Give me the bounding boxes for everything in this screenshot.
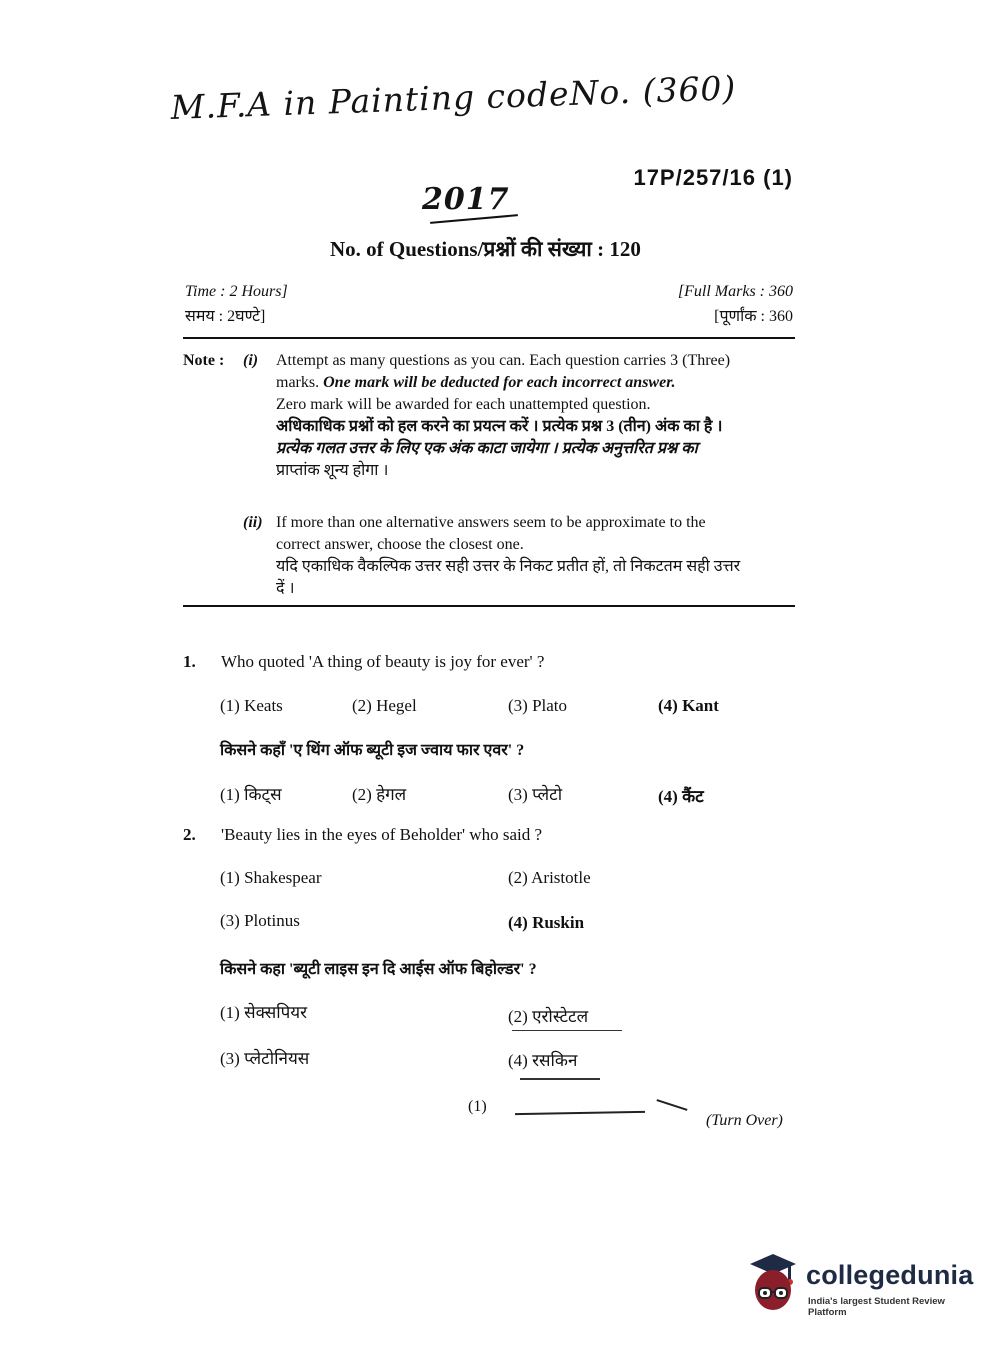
q1-text-hi: किसने कहाँ 'ए थिंग ऑफ ब्यूटी इज ज्वाय फार एवर' ? xyxy=(220,742,525,759)
question-number: 1. xyxy=(183,652,196,671)
q1-option-4-hi: (4) कैंट xyxy=(658,787,704,806)
q2-option-2-hi: (2) एरोस्टेटल xyxy=(508,1007,589,1026)
time-hi: समय : 2घण्टे] xyxy=(185,308,266,325)
brand-tagline: India's largest Student Review Platform xyxy=(808,1296,945,1318)
q1-option-4: (4) Kant xyxy=(658,696,719,715)
note-item1-line-hi: अधिकाधिक प्रश्नों को हल करने का प्रयत्न करें । प्रत्येक प्रश्न 3 (तीन) अंक का है । xyxy=(276,418,723,435)
note-item1-text: marks. xyxy=(276,374,320,391)
note-item2-line: correct answer, choose the closest one. xyxy=(276,536,524,553)
note-item1-line: Attempt as many questions as you can. Each question carries 3 (Three) xyxy=(276,352,731,369)
question-number: 2. xyxy=(183,825,196,844)
full-marks-hi: [पूर्णांक : 360 xyxy=(714,308,793,325)
q2-option-3-hi: (3) प्लेटोनियस xyxy=(220,1049,310,1068)
q1-option-3-hi: (3) प्लेटो xyxy=(508,785,563,804)
q2-text-hi: किसने कहा 'ब्यूटी लाइस इन दि आईस ऑफ बिहोल्डर' ? xyxy=(220,961,537,978)
divider-top xyxy=(183,337,795,339)
note-item1-line: Zero mark will be awarded for each unattempted question. xyxy=(276,396,651,413)
q1-option-2: (2) Hegel xyxy=(352,696,417,715)
divider-bottom xyxy=(183,605,795,607)
page-number: (1) xyxy=(468,1098,487,1115)
q2-option-2-hi-underline xyxy=(512,1030,622,1031)
q1-option-2-hi: (2) हेगल xyxy=(352,785,407,804)
note-item2-number: (ii) xyxy=(243,514,263,531)
brand-name: collegedunia xyxy=(806,1260,974,1290)
footer-scribble xyxy=(656,1099,687,1111)
full-marks-en: [Full Marks : 360 xyxy=(677,283,793,300)
note-item1-line xyxy=(276,372,796,394)
q2-option-4-hi-underline xyxy=(520,1078,600,1080)
footer-scribble xyxy=(515,1111,645,1115)
mascot-icon xyxy=(744,1252,802,1314)
watermark-logo xyxy=(744,1252,974,1316)
note-label: Note : xyxy=(183,352,225,369)
question-text-en: Who quoted 'A thing of beauty is joy for ever' ? xyxy=(221,652,545,671)
note-item2-line: If more than one alternative answers seem to be approximate to the xyxy=(276,514,706,531)
handwritten-year: 2017 xyxy=(422,182,510,217)
q1-option-3: (3) Plato xyxy=(508,696,568,715)
paper-code: 17P/257/16 (1) xyxy=(633,165,793,190)
q2-option-1: (1) Shakespear xyxy=(220,868,322,887)
q1-option-1: (1) Keats xyxy=(220,696,283,715)
turn-over: (Turn Over) xyxy=(706,1112,783,1129)
q2-option-4: (4) Ruskin xyxy=(508,913,585,932)
note-item1-emphasis: One mark will be deducted for each incorrect answer. xyxy=(323,374,676,391)
time-en: Time : 2 Hours] xyxy=(185,283,288,300)
note-item1-line-hi: प्राप्तांक शून्य होगा । xyxy=(276,462,389,479)
note-item1-number: (i) xyxy=(243,352,259,369)
q2-option-1-hi: (1) सेक्सपियर xyxy=(220,1003,308,1022)
q1-option-1-hi: (1) किट्स xyxy=(220,785,282,804)
note-item2 xyxy=(276,512,796,600)
note-item2-line-hi: यदि एकाधिक वैकल्पिक उत्तर सही उत्तर के निकट प्रतीत हों, तो निकटतम सही उत्तर xyxy=(276,558,741,575)
questions-count: No. of Questions/प्रश्नों की संख्या : 120 xyxy=(330,237,641,261)
note-item1 xyxy=(276,350,796,482)
handwritten-course-title: M.F.A in Painting codeNo. (360) xyxy=(170,68,737,127)
note-item2-line-hi: दें । xyxy=(276,580,295,597)
q2-option-4-hi: (4) रसकिन xyxy=(508,1051,578,1070)
q2-option-2: (2) Aristotle xyxy=(508,868,591,887)
q2-option-3: (3) Plotinus xyxy=(220,911,300,930)
note-item1-line-hi: प्रत्येक गलत उत्तर के लिए एक अंक काटा जायेगा । प्रत्येक अनुत्तरित प्रश्न का xyxy=(276,440,698,457)
question-text-en: 'Beauty lies in the eyes of Beholder' who said ? xyxy=(221,825,543,844)
